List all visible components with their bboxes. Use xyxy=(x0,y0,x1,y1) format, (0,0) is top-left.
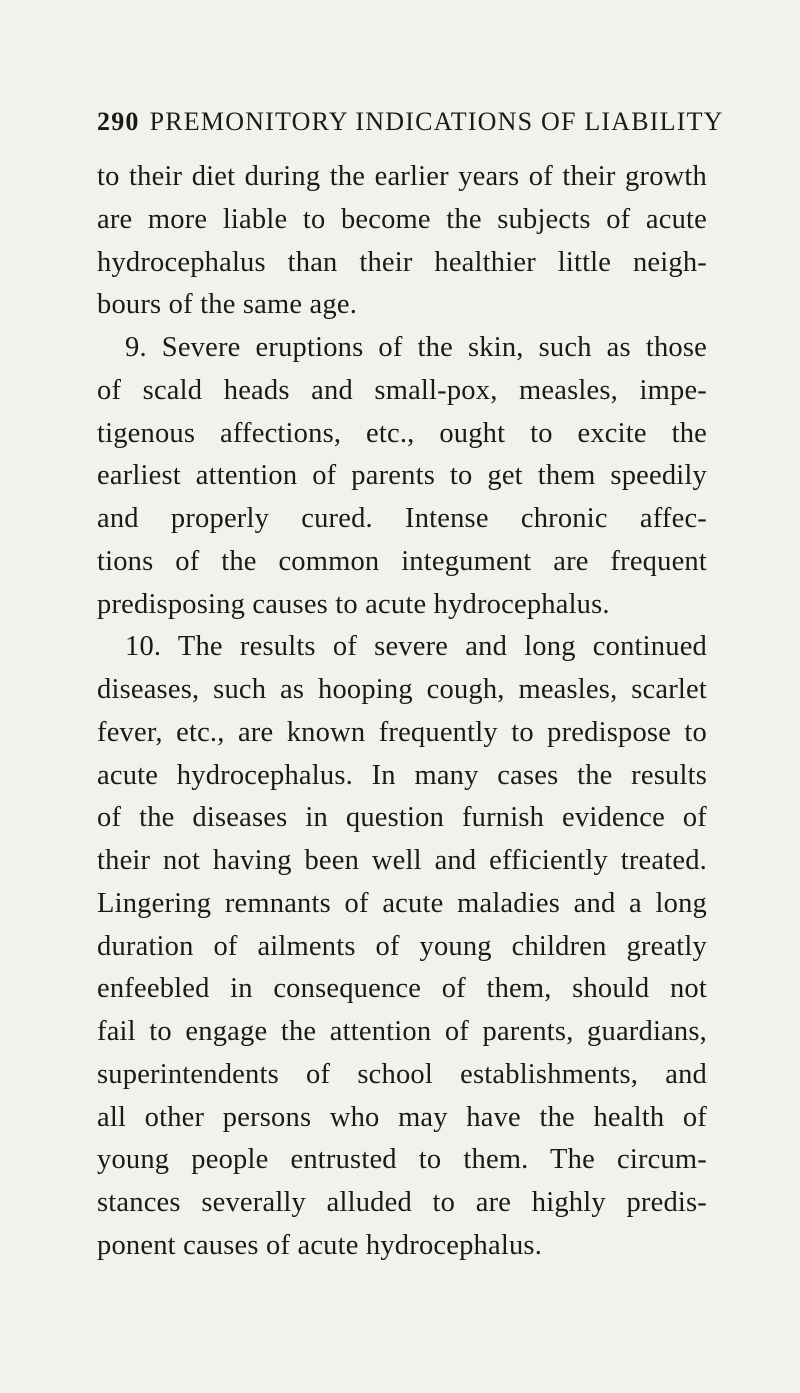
text-line: tions of the common integument are frequent xyxy=(97,545,707,577)
text-line: earliest attention of parents to get them speedily xyxy=(97,460,707,492)
text-line: fail to engage the attention of parents, guardians, xyxy=(97,1016,707,1047)
text-line: diseases, such as hooping cough, measles, scarlet xyxy=(97,674,707,705)
text-line: predisposing causes to acute hydrocephalus. xyxy=(97,588,610,620)
text-line: Lingering remnants of acute maladies and a long xyxy=(97,887,707,919)
text-line: and properly cured. Intense chronic affec- xyxy=(97,503,707,534)
text-line: are more liable to become the subjects of acute xyxy=(97,203,707,235)
running-header xyxy=(97,107,724,137)
text-line: duration of ailments of young children greatly xyxy=(97,930,707,962)
text-line: their not having been well and efficiently treated. xyxy=(97,845,707,876)
text-line: stances severally alluded to are highly predis- xyxy=(97,1187,707,1218)
text-line: hydrocephalus than their healthier little neigh- xyxy=(97,246,707,278)
text-line: young people entrusted to them. The circum- xyxy=(97,1144,707,1176)
text-line: fever, etc., are known frequently to predispose to xyxy=(97,716,707,748)
text-line: superintendents of school establishments, and xyxy=(97,1058,707,1090)
body-text xyxy=(97,156,707,1268)
text-line: enfeebled in consequence of them, should not xyxy=(97,973,707,1005)
text-line: of scald heads and small-pox, measles, impe- xyxy=(97,374,707,406)
text-line: to their diet during the earlier years of their growth xyxy=(97,161,707,192)
text-line: bours of the same age. xyxy=(97,289,358,321)
text-line: 9. Severe eruptions of the skin, such as those xyxy=(125,332,707,363)
text-line: all other persons who may have the health of xyxy=(97,1101,707,1133)
text-line: acute hydrocephalus. In many cases the results xyxy=(97,759,707,791)
page-number: 290 xyxy=(97,107,140,136)
text-line: ponent causes of acute hydrocephalus. xyxy=(97,1229,543,1261)
text-line: 10. The results of severe and long continued xyxy=(125,631,707,663)
running-title: PREMONITORY INDICATIONS OF LIABILITY xyxy=(149,107,724,136)
text-line: tigenous affections, etc., ought to excite the xyxy=(97,417,707,449)
text-line: of the diseases in question furnish evidence of xyxy=(97,802,707,834)
